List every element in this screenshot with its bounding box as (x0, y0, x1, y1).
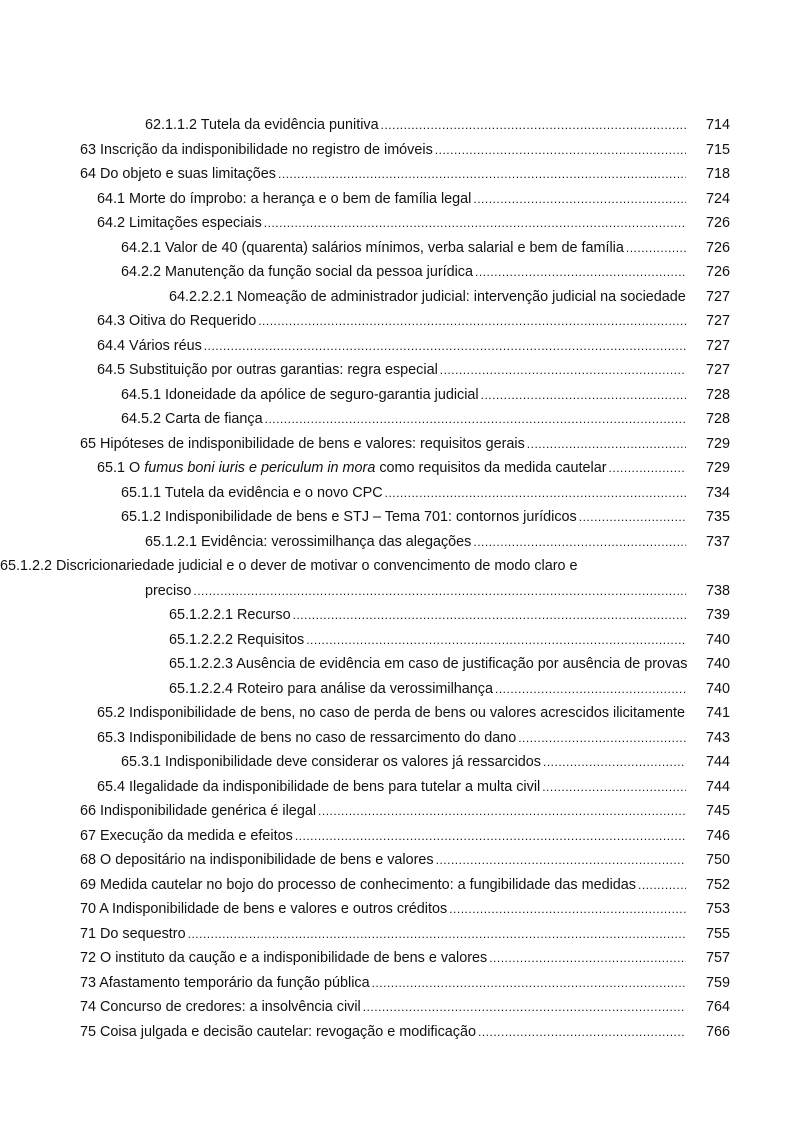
toc-entry (0, 824, 800, 849)
dot-leader (542, 775, 686, 800)
dot-leader (609, 456, 686, 481)
toc-entry-label-line1: 65.1.2.2 Discricionariedade judicial e o dever de motivar o convencimento de modo claro e (0, 558, 578, 574)
toc-page-number: 729 (705, 460, 730, 476)
toc-entry (0, 726, 800, 751)
toc-entry-label: 71 Do sequestro (80, 925, 186, 942)
toc-entry-label: 69 Medida cautelar no bojo do processo de conhecimento: a fungibilidade das medidas (80, 876, 637, 893)
toc-page-number: 727 (705, 313, 730, 329)
toc-entry (0, 481, 800, 506)
toc-entry-label: 64 Do objeto e suas limitações (80, 166, 276, 182)
dot-leader (436, 848, 686, 873)
toc-entry (0, 236, 800, 261)
toc-entry-label: 68 O depositário na indisponibilidade de bens e valores (80, 852, 434, 868)
toc-entry-label: 65.3.1 Indisponibilidade deve considerar os valores já ressarcidos (121, 754, 541, 770)
toc-entry-label: 64.5 Substituição por outras garantias: regra especial (97, 362, 438, 378)
toc-entry (0, 383, 800, 408)
toc-entry (0, 211, 800, 236)
toc-entry-label: 65.1.2.2.3 Ausência de evidência em caso de justificação por ausência de provas (169, 656, 688, 672)
toc-page-number: 726 (705, 239, 730, 256)
toc-entry-label-post: como requisitos da medida cautelar (375, 460, 607, 476)
toc-page-number: 740 (705, 680, 730, 697)
toc-entry-label: 65.3 Indisponibilidade de bens no caso de ressarcimento do dano (97, 729, 517, 746)
toc-entry-label: 64.1 Morte do ímprobo: a herança e o bem de família legal (97, 190, 472, 207)
toc-entry-label: 72 O instituto da caução e a indisponibilidade de bens e valores (80, 950, 488, 966)
toc-entry (0, 799, 800, 824)
toc-page-number: 744 (705, 778, 730, 795)
toc-entry (0, 897, 800, 922)
toc-entry (0, 162, 800, 187)
toc-entry (0, 505, 800, 530)
toc-page-number: 755 (705, 925, 730, 942)
toc-entry-label-pre: 65.1 O (97, 460, 145, 476)
toc-entry (0, 922, 800, 947)
toc-entry (0, 995, 800, 1020)
toc-entry-label: 64.2.1 Valor de 40 (quarenta) salários mínimos, verba salarial e bem de família (121, 239, 624, 256)
dot-leader (204, 334, 686, 359)
toc-entry (0, 358, 800, 383)
toc-entry (0, 432, 800, 457)
toc-entry (0, 750, 800, 775)
toc-page-number: 740 (705, 631, 730, 648)
dot-leader (265, 407, 686, 432)
toc-page-number: 724 (705, 190, 730, 207)
toc-page-number: 735 (705, 509, 730, 525)
toc-entry (0, 554, 800, 603)
dot-leader (258, 309, 686, 334)
toc-entry-label: 65.1.1 Tutela da evidência e o novo CPC (121, 484, 383, 501)
toc-page-number: 726 (705, 215, 730, 231)
toc-page-number: 734 (705, 484, 730, 501)
toc-page-number: 729 (705, 435, 730, 452)
toc-page-number: 750 (705, 852, 730, 868)
toc-entry (0, 652, 800, 677)
toc-entry (0, 677, 800, 702)
toc-entry (0, 946, 800, 971)
toc-page-number: 739 (705, 607, 730, 623)
toc-entry (0, 260, 800, 285)
toc-page-number: 753 (705, 901, 730, 917)
dot-leader (372, 971, 686, 996)
toc-page-number: 728 (705, 386, 730, 403)
toc-entry (0, 775, 800, 800)
toc-entry-label: 65.2 Indisponibilidade de bens, no caso de perda de bens ou valores acrescidos ilicitamente (97, 705, 685, 721)
toc-entry-label: 66 Indisponibilidade genérica é ilegal (80, 803, 317, 819)
toc-entry (0, 628, 800, 653)
dot-leader (278, 162, 686, 187)
toc-page-number: 744 (705, 754, 730, 770)
toc-entry (0, 407, 800, 432)
dot-leader (478, 1020, 686, 1045)
toc-entry (0, 603, 800, 628)
toc-entry (0, 873, 800, 898)
toc-page-number: 715 (705, 141, 730, 158)
dot-leader (295, 824, 686, 849)
toc-entry-label: preciso (145, 582, 192, 599)
toc-entry-label: 64.2.2.2.1 Nomeação de administrador judicial: intervenção judicial na sociedade (169, 288, 686, 305)
dot-leader (363, 995, 686, 1020)
toc-entry-label: 64.3 Oitiva do Requerido (97, 313, 257, 329)
toc-entry (0, 971, 800, 996)
dot-leader (518, 726, 686, 751)
toc-page-number: 743 (705, 729, 730, 746)
toc-entry-label (97, 456, 607, 481)
toc-entry-label: 65.1.2.2.4 Roteiro para análise da verossimilhança (169, 680, 493, 697)
toc-entry-label: 65.1.2.2.2 Requisitos (169, 631, 305, 648)
toc-entry (0, 456, 800, 481)
toc-entry-label: 65.4 Ilegalidade da indisponibilidade de bens para tutelar a multa civil (97, 778, 541, 795)
toc-page-number: 764 (705, 999, 730, 1015)
dot-leader (489, 946, 686, 971)
toc-page-number: 718 (705, 166, 730, 182)
dot-leader (440, 358, 686, 383)
dot-leader (626, 236, 686, 261)
dot-leader (193, 579, 686, 604)
toc-entry-label: 65.1.2.1 Evidência: verossimilhança das alegações (145, 533, 472, 550)
toc-entry (0, 309, 800, 334)
dot-leader (385, 481, 686, 506)
dot-leader (638, 873, 686, 898)
dot-leader (475, 260, 686, 285)
toc-entry-label: 65.1.2.2.1 Recurso (169, 607, 291, 623)
toc-entry (0, 187, 800, 212)
toc-entry-label: 62.1.1.2 Tutela da evidência punitiva (145, 117, 379, 133)
toc-entry (0, 848, 800, 873)
toc-page-number: 714 (705, 117, 730, 133)
toc-entry-label: 67 Execução da medida e efeitos (80, 827, 293, 844)
toc-entry-label-italic: fumus boni iuris e periculum in mora (144, 460, 376, 476)
toc-page-number: 727 (705, 362, 730, 378)
toc-entry (0, 138, 800, 163)
dot-leader (473, 187, 686, 212)
dot-leader (527, 432, 686, 457)
toc-entry-label: 64.4 Vários réus (97, 337, 202, 354)
toc-entry-label: 64.2.2 Manutenção da função social da pessoa jurídica (121, 264, 474, 280)
toc-entry (0, 530, 800, 555)
toc-entry-label: 70 A Indisponibilidade de bens e valores e outros créditos (80, 901, 448, 917)
toc-page-number: 741 (705, 705, 730, 721)
dot-leader (318, 799, 686, 824)
toc-entry (0, 334, 800, 359)
toc-entry (0, 113, 800, 138)
toc-page-number: 745 (705, 803, 730, 819)
toc-entry-label: 64.2 Limitações especiais (97, 215, 262, 231)
toc-page-number: 727 (705, 288, 730, 305)
toc-page-number: 728 (705, 411, 730, 427)
toc-page-number: 766 (705, 1023, 730, 1040)
table-of-contents (0, 113, 800, 1044)
toc-page-number: 738 (705, 582, 730, 599)
dot-leader (449, 897, 686, 922)
toc-entry-label: 65 Hipóteses de indisponibilidade de bens e valores: requisitos gerais (80, 435, 525, 452)
dot-leader (381, 113, 686, 138)
toc-entry-label: 74 Concurso de credores: a insolvência civil (80, 999, 361, 1015)
toc-page-number: 752 (705, 876, 730, 893)
dot-leader (495, 677, 686, 702)
toc-entry (0, 701, 800, 726)
toc-page-number: 737 (705, 533, 730, 550)
toc-entry-label: 73 Afastamento temporário da função pública (80, 974, 370, 991)
dot-leader (306, 628, 686, 653)
toc-page-number: 726 (705, 264, 730, 280)
toc-entry-label: 65.1.2 Indisponibilidade de bens e STJ – Tema 701: contornos jurídicos (121, 509, 577, 525)
dot-leader (264, 211, 686, 236)
toc-page-number: 746 (705, 827, 730, 844)
toc-page-number: 740 (705, 656, 730, 672)
toc-entry (0, 285, 800, 310)
toc-entry-label: 75 Coisa julgada e decisão cautelar: revogação e modificação (80, 1023, 476, 1040)
dot-leader (543, 750, 686, 775)
toc-page-number: 759 (705, 974, 730, 991)
dot-leader (473, 530, 686, 555)
dot-leader (579, 505, 686, 530)
toc-entry (0, 1020, 800, 1045)
dot-leader (481, 383, 686, 408)
dot-leader (188, 922, 686, 947)
dot-leader (435, 138, 686, 163)
toc-page-number: 727 (705, 337, 730, 354)
toc-entry-label: 64.5.1 Idoneidade da apólice de seguro-garantia judicial (121, 386, 479, 403)
toc-page-number: 757 (705, 950, 730, 966)
dot-leader (293, 603, 686, 628)
toc-entry-label: 64.5.2 Carta de fiança (121, 411, 263, 427)
toc-entry-label: 63 Inscrição da indisponibilidade no registro de imóveis (80, 141, 433, 158)
